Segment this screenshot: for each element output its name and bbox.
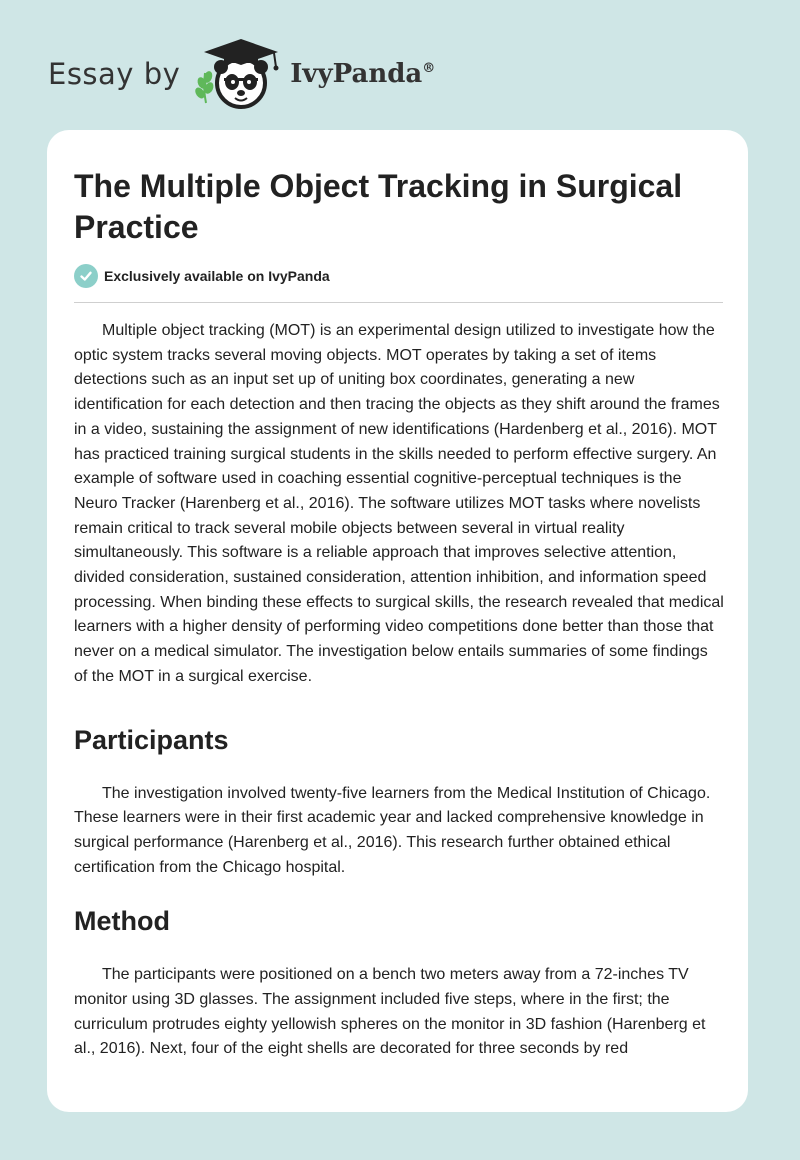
brand-logo-text[interactable]: IvyPanda® <box>290 59 436 89</box>
panda-graduate-icon[interactable] <box>194 37 288 111</box>
heading-participants: Participants <box>74 724 229 755</box>
exclusive-badge-label: Exclusively available on IvyPanda <box>104 268 330 284</box>
page-title: The Multiple Object Tracking in Surgical Practice <box>74 168 683 245</box>
essay-by-label: Essay by <box>48 57 181 91</box>
essay-body <box>74 319 724 1062</box>
site-header <box>48 34 548 114</box>
heading-method: Method <box>74 906 170 937</box>
exclusive-badge <box>74 263 330 289</box>
paragraph-intro: Multiple object tracking (MOT) is an experimental design utilized to investigate how the optic system tracks several moving objects. MOT operates by taking a set of items detections such as an input set up of uniting box coordinates, generating a new identification for each detection and then tracing the objects as they shift around the frames in a video, sustaining the assignment of new identifications (Hardenberg et al., 2016). MOT has practiced training surgical students in the skills needed to perform effective surgery. An example of software used in coaching essential cognitive-perceptual techniques is the Neuro Tracker (Harenberg et al., 2016). The software utilizes MOT tasks where novelists remain critical to track several mobile objects between several in virtual reality simultaneously. This software is a reliable approach that improves selective attention, divided consideration, sustained consideration, attention inhibition, and information speed processing. When binding these effects to surgical skills, the research revealed that medical learners with a higher density of performing video competitions done better than those that never on a medical simulator. The investigation below entails summaries of some findings of the MOT in a surgical exercise. <box>74 322 724 685</box>
essay-card <box>47 130 748 1112</box>
check-icon <box>74 264 98 288</box>
paragraph-method: The participants were positioned on a bench two meters away from a 72-inches TV monitor using 3D glasses. The assignment included five steps, where in the first; the curriculum protrudes eighty yellowish spheres on the monitor in 3D fashion (Harenberg et al., 2016). Next, four of the eight shells are decorated for three seconds by red <box>74 966 706 1058</box>
divider <box>74 302 723 303</box>
paragraph-participants: The investigation involved twenty-five learners from the Medical Institution of Chicago. These learners were in their first academic year and lacked comprehensive knowledge in surgical performance (Harenberg et al., 2016). This research further obtained ethical certification from the Chicago hospital. <box>74 784 711 876</box>
